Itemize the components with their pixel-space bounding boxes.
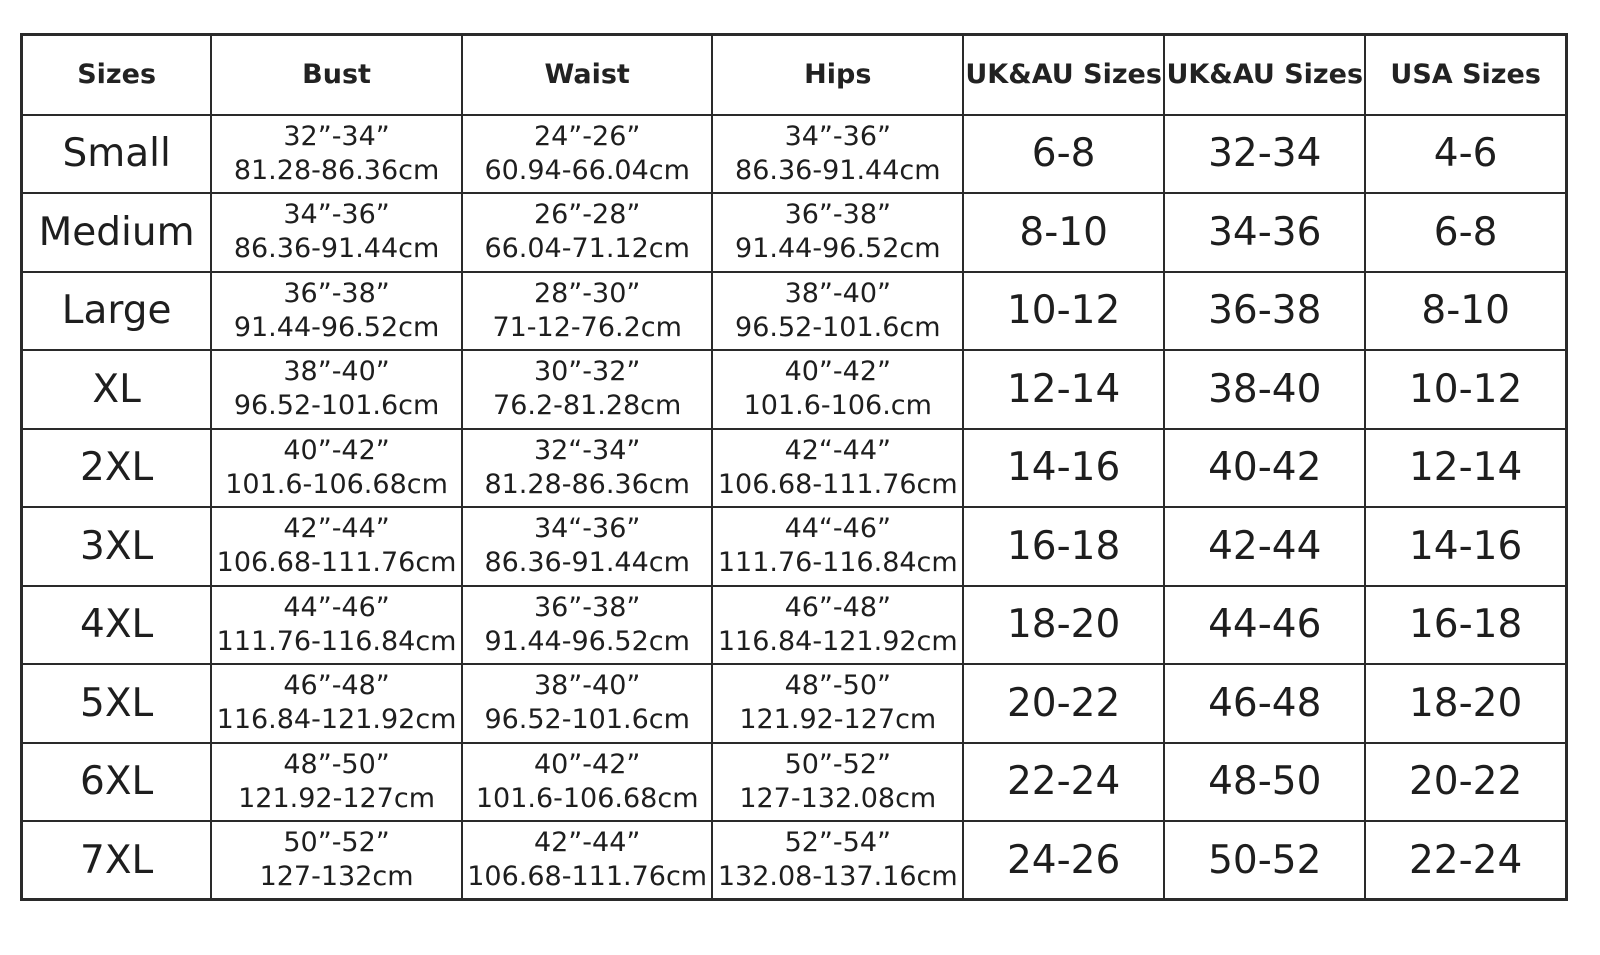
waist-cell — [462, 429, 713, 508]
size-label-cell: 3XL — [22, 507, 212, 586]
usa-size-cell: 6-8 — [1365, 193, 1566, 272]
bust-cell — [211, 664, 462, 743]
hips-cell-centimeters: 132.08-137.16cm — [717, 861, 958, 892]
size-label-cell: XL — [22, 350, 212, 429]
waist-cell-inches: 26”-28” — [533, 199, 641, 231]
hips-cell-inches: 38”-40” — [784, 277, 891, 309]
usa-size-cell: 4-6 — [1365, 115, 1566, 194]
uk-au-size-cell-1: 22-24 — [963, 743, 1164, 822]
header-uk-au-sizes-2: UK&AU Sizes — [1164, 35, 1365, 115]
bust-cell — [211, 193, 462, 272]
waist-cell — [462, 586, 713, 665]
hips-cell-centimeters: 106.68-111.76cm — [717, 468, 958, 500]
uk-au-size-cell-2: 40-42 — [1164, 429, 1365, 508]
usa-size-cell: 22-24 — [1365, 821, 1566, 900]
bust-cell — [211, 350, 462, 429]
hips-cell — [712, 586, 963, 665]
hips-cell-inches: 44“-46” — [784, 513, 891, 545]
waist-cell-centimeters: 60.94-66.04cm — [484, 154, 690, 186]
uk-au-size-cell-2: 46-48 — [1164, 664, 1365, 743]
bust-cell-inches: 36”-38” — [283, 277, 390, 309]
waist-cell-centimeters: 66.04-71.12cm — [484, 233, 690, 265]
uk-au-size-cell-2: 32-34 — [1164, 115, 1365, 194]
bust-cell-inches: 44”-46” — [283, 591, 390, 623]
uk-au-size-cell-1: 20-22 — [963, 664, 1164, 743]
waist-cell-centimeters: 76.2-81.28cm — [493, 390, 682, 422]
uk-au-size-cell-1: 16-18 — [963, 507, 1164, 586]
hips-cell — [712, 429, 963, 508]
uk-au-size-cell-2: 50-52 — [1164, 821, 1365, 900]
uk-au-size-cell-2: 44-46 — [1164, 586, 1365, 665]
table-row — [22, 429, 1567, 508]
bust-cell — [211, 586, 462, 665]
uk-au-size-cell-1: 18-20 — [963, 586, 1164, 665]
header-bust: Bust — [211, 35, 462, 115]
size-label-cell: Large — [22, 272, 212, 351]
uk-au-size-cell-1: 14-16 — [963, 429, 1164, 508]
size-label-cell: 5XL — [22, 664, 212, 743]
waist-cell-inches: 40”-42” — [533, 748, 641, 780]
waist-cell-inches: 24”-26” — [533, 120, 641, 152]
header-usa-sizes: USA Sizes — [1365, 35, 1566, 115]
uk-au-size-cell-1: 12-14 — [963, 350, 1164, 429]
table-row — [22, 586, 1567, 665]
uk-au-size-cell-1: 6-8 — [963, 115, 1164, 194]
size-chart-body — [22, 115, 1567, 900]
table-row — [22, 664, 1567, 743]
waist-cell-inches: 42”-44” — [533, 827, 641, 858]
uk-au-size-cell-1: 10-12 — [963, 272, 1164, 351]
uk-au-size-cell-1: 8-10 — [963, 193, 1164, 272]
hips-cell-centimeters: 91.44-96.52cm — [735, 233, 941, 265]
bust-cell — [211, 821, 462, 900]
waist-cell — [462, 507, 713, 586]
waist-cell-centimeters: 81.28-86.36cm — [484, 468, 690, 500]
size-label-cell: Small — [22, 115, 212, 194]
waist-cell — [462, 193, 713, 272]
header-waist: Waist — [462, 35, 713, 115]
size-label-cell: 2XL — [22, 429, 212, 508]
hips-cell-inches: 46”-48” — [784, 591, 891, 623]
header-sizes: Sizes — [22, 35, 212, 115]
size-label-cell: 6XL — [22, 743, 212, 822]
bust-cell-centimeters: 116.84-121.92cm — [216, 704, 457, 736]
waist-cell-inches: 38”-40” — [533, 670, 641, 702]
uk-au-size-cell-2: 48-50 — [1164, 743, 1365, 822]
hips-cell-centimeters: 127-132.08cm — [739, 782, 937, 814]
hips-cell-centimeters: 86.36-91.44cm — [735, 154, 941, 186]
uk-au-size-cell-2: 34-36 — [1164, 193, 1365, 272]
waist-cell-centimeters: 71-12-76.2cm — [492, 311, 682, 343]
uk-au-size-cell-2: 36-38 — [1164, 272, 1365, 351]
waist-cell — [462, 350, 713, 429]
size-label-cell: Medium — [22, 193, 212, 272]
usa-size-cell: 12-14 — [1365, 429, 1566, 508]
bust-cell-centimeters: 96.52-101.6cm — [233, 390, 440, 422]
bust-cell-centimeters: 121.92-127cm — [238, 782, 436, 814]
table-row — [22, 193, 1567, 272]
bust-cell — [211, 507, 462, 586]
bust-cell-inches: 50”-52” — [283, 827, 390, 858]
hips-cell-inches: 34”-36” — [784, 120, 891, 152]
hips-cell-inches: 40”-42” — [784, 356, 891, 388]
bust-cell-inches: 48”-50” — [283, 748, 390, 780]
waist-cell — [462, 115, 713, 194]
hips-cell-inches: 52”-54” — [784, 827, 891, 858]
bust-cell-centimeters: 101.6-106.68cm — [225, 468, 448, 500]
size-label-cell: 4XL — [22, 586, 212, 665]
hips-cell — [712, 115, 963, 194]
waist-cell-inches: 34“-36” — [533, 513, 641, 545]
uk-au-size-cell-2: 42-44 — [1164, 507, 1365, 586]
size-chart-table — [20, 33, 1568, 901]
bust-cell-inches: 46”-48” — [283, 670, 390, 702]
table-row — [22, 821, 1567, 900]
header-hips: Hips — [712, 35, 963, 115]
table-row — [22, 272, 1567, 351]
usa-size-cell: 16-18 — [1365, 586, 1566, 665]
bust-cell — [211, 272, 462, 351]
usa-size-cell: 8-10 — [1365, 272, 1566, 351]
hips-cell-centimeters: 101.6-106.cm — [743, 390, 932, 422]
bust-cell-centimeters: 106.68-111.76cm — [216, 547, 457, 579]
waist-cell-inches: 32“-34” — [533, 434, 641, 466]
hips-cell — [712, 350, 963, 429]
bust-cell-inches: 38”-40” — [283, 356, 390, 388]
bust-cell-inches: 40”-42” — [283, 434, 390, 466]
usa-size-cell: 20-22 — [1365, 743, 1566, 822]
bust-cell-centimeters: 81.28-86.36cm — [233, 154, 440, 186]
uk-au-size-cell-1: 24-26 — [963, 821, 1164, 900]
usa-size-cell: 10-12 — [1365, 350, 1566, 429]
table-row — [22, 115, 1567, 194]
hips-cell — [712, 664, 963, 743]
usa-size-cell: 18-20 — [1365, 664, 1566, 743]
hips-cell-centimeters: 121.92-127cm — [739, 704, 937, 736]
hips-cell — [712, 272, 963, 351]
bust-cell — [211, 115, 462, 194]
waist-cell — [462, 821, 713, 900]
waist-cell-centimeters: 96.52-101.6cm — [484, 704, 690, 736]
hips-cell-inches: 36”-38” — [784, 199, 891, 231]
usa-size-cell: 14-16 — [1365, 507, 1566, 586]
waist-cell-inches: 28”-30” — [533, 277, 641, 309]
hips-cell — [712, 193, 963, 272]
hips-cell-inches: 50”-52” — [784, 748, 891, 780]
uk-au-size-cell-2: 38-40 — [1164, 350, 1365, 429]
waist-cell — [462, 664, 713, 743]
bust-cell-centimeters: 127-132cm — [259, 861, 414, 892]
bust-cell — [211, 743, 462, 822]
size-label-cell: 7XL — [22, 821, 212, 900]
hips-cell — [712, 821, 963, 900]
hips-cell-centimeters: 116.84-121.92cm — [717, 625, 958, 657]
bust-cell-inches: 42”-44” — [283, 513, 390, 545]
waist-cell — [462, 272, 713, 351]
table-row — [22, 743, 1567, 822]
hips-cell-inches: 42“-44” — [784, 434, 891, 466]
waist-cell-inches: 36”-38” — [533, 591, 641, 623]
bust-cell-centimeters: 111.76-116.84cm — [216, 625, 457, 657]
header-uk-au-sizes-1: UK&AU Sizes — [963, 35, 1164, 115]
hips-cell-centimeters: 96.52-101.6cm — [735, 311, 941, 343]
waist-cell — [462, 743, 713, 822]
waist-cell-centimeters: 106.68-111.76cm — [467, 861, 708, 892]
bust-cell-inches: 32”-34” — [283, 120, 390, 152]
bust-cell — [211, 429, 462, 508]
hips-cell — [712, 507, 963, 586]
bust-cell-inches: 34”-36” — [283, 199, 390, 231]
bust-cell-centimeters: 91.44-96.52cm — [233, 311, 440, 343]
waist-cell-centimeters: 91.44-96.52cm — [484, 625, 690, 657]
waist-cell-centimeters: 101.6-106.68cm — [475, 782, 699, 814]
table-row — [22, 507, 1567, 586]
table-row — [22, 350, 1567, 429]
header-row — [22, 35, 1567, 115]
hips-cell-centimeters: 111.76-116.84cm — [717, 547, 958, 579]
hips-cell-inches: 48”-50” — [784, 670, 891, 702]
hips-cell — [712, 743, 963, 822]
waist-cell-centimeters: 86.36-91.44cm — [484, 547, 690, 579]
waist-cell-inches: 30”-32” — [533, 356, 641, 388]
bust-cell-centimeters: 86.36-91.44cm — [233, 233, 440, 265]
